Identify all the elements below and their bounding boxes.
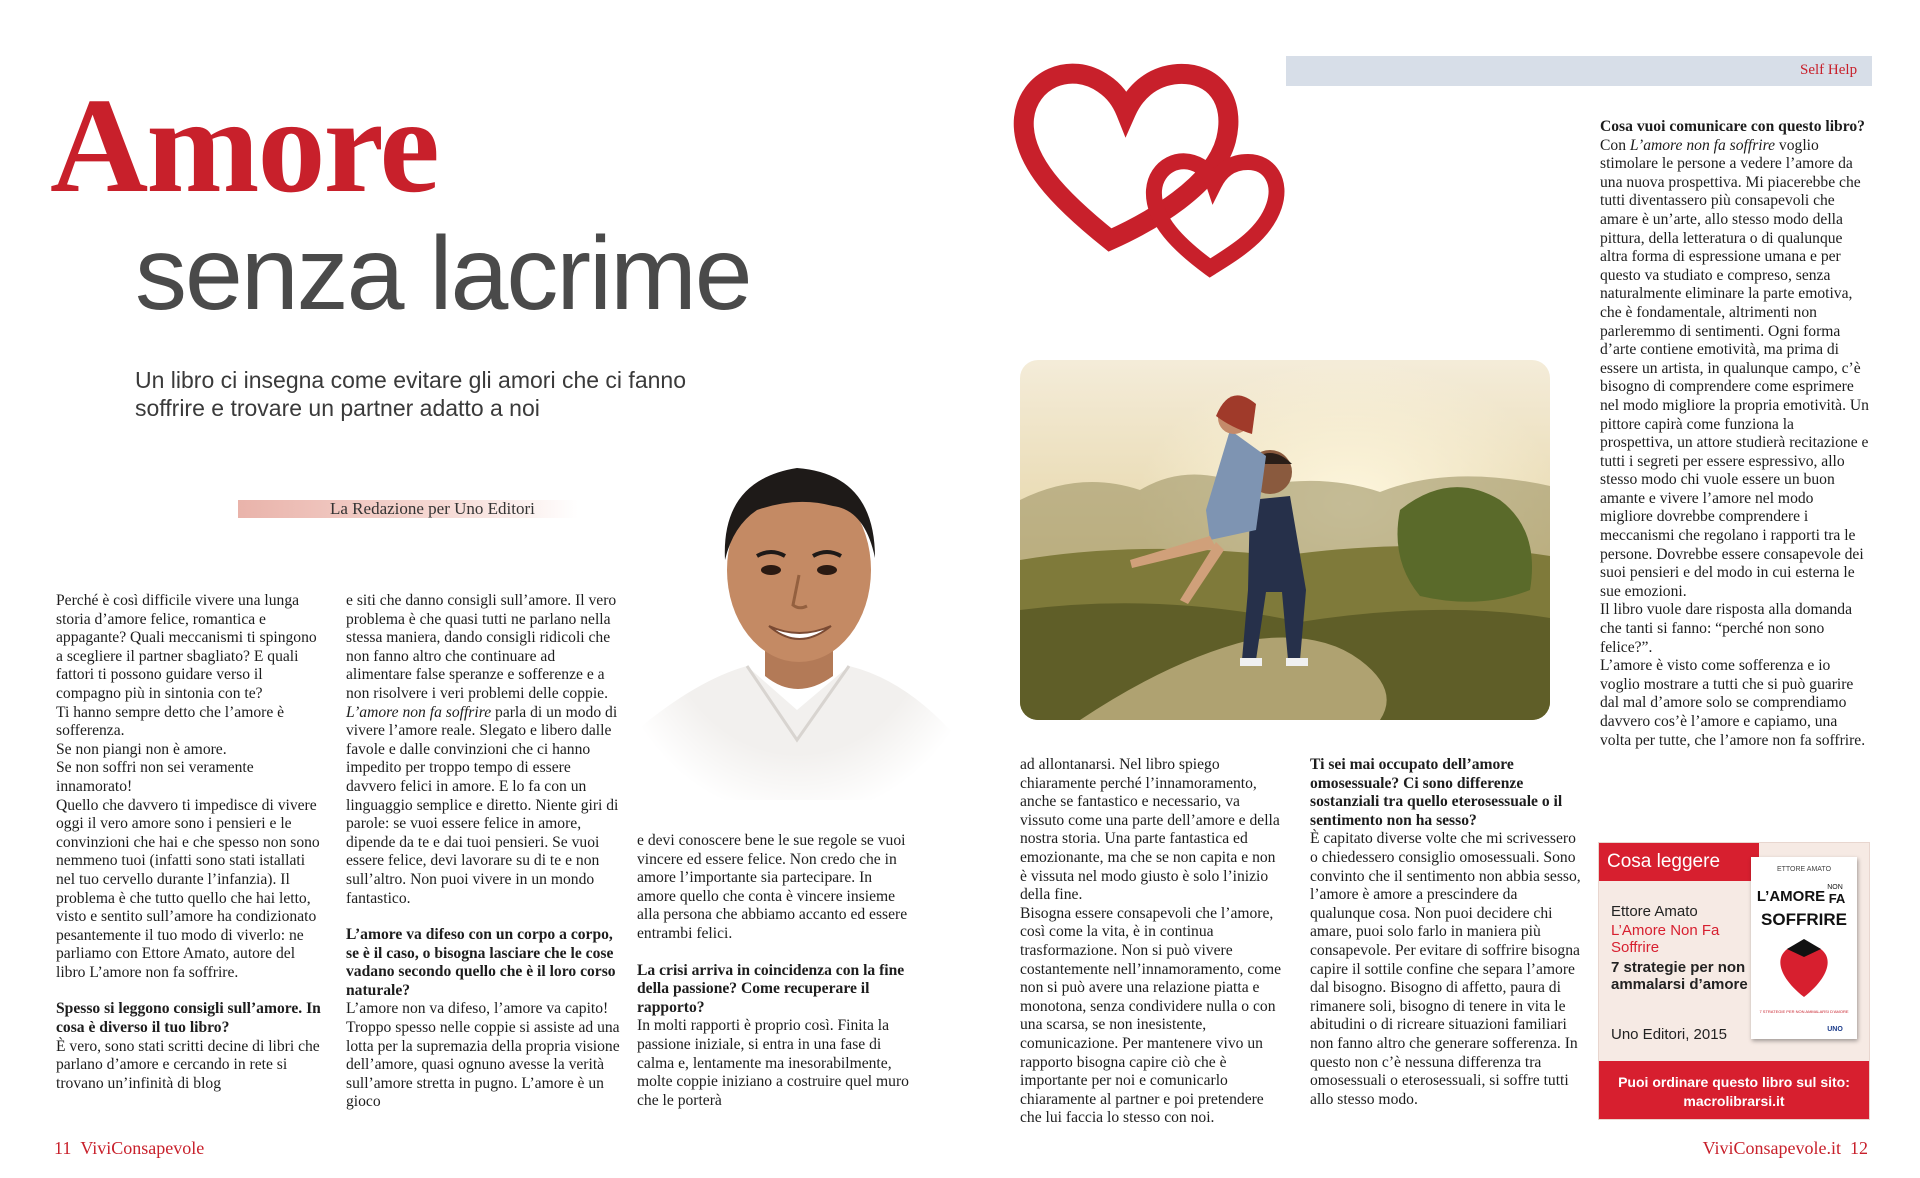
magazine-name-left: ViviConsapevole: [80, 1138, 205, 1158]
cover-title-non: NON: [1827, 884, 1843, 891]
column-3: [637, 832, 913, 1110]
book-title: L’Amore Non Fa Soffrire: [1611, 922, 1720, 956]
book-order-banner: [1599, 1061, 1869, 1119]
interview-answer: [1600, 137, 1870, 602]
article-subtitle: Un libro ci insegna come evitare gli amori che ci fanno soffrire e trovare un partner adatto a noi: [135, 367, 686, 421]
column-6: [1600, 118, 1870, 750]
book-title-italic: L’amore non fa soffrire: [346, 703, 492, 721]
author-portrait: [637, 440, 959, 800]
interview-answer: L’amore non va difeso, l’amore va capito! Troppo spesso nelle coppie si assiste ad una lotta per la supremazia della propria visione dell’amore, quasi ognuno avesse la verità sull’amore stretta in pugno. L’amore è un gioco: [346, 1000, 620, 1111]
footer-left: [54, 1138, 204, 1159]
book-publisher: Uno Editori, 2015: [1611, 1026, 1727, 1043]
page-number-right: 12: [1850, 1138, 1868, 1158]
book-title-italic: L’amore non fa soffrire: [1629, 136, 1776, 154]
paragraph: Ti hanno sempre detto che l’amore è sofferenza.: [56, 703, 285, 740]
column-4: [1020, 756, 1282, 1128]
cover-title-line1: L’AMORE: [1756, 888, 1826, 905]
interview-question: L’amore va difeso con un corpo a corpo, se è il caso, o bisogna lasciare che le cose vadano secondo quello che è il loro corso naturale?: [346, 926, 616, 999]
book-order-link[interactable]: macrolibrarsi.it: [1683, 1093, 1785, 1109]
interview-answer: È capitato diverse volte che mi scrivessero o chiedessero consiglio omosessuali. Sono convinto che il sentimento non abbia sesso, l’amore è amore a prescindere da qualunque cosa. Non puoi decidere chi amare, puoi solo farlo in maniera più consapevole. Per evitare di soffrire bisogna capire il sottile confine che separa l’amore dal bisogno. Bisogno di affetto, paura di rimanere soli, bisogno di tenere in vita le abitudini o di ricreare situazioni familiari non fanno altro che generare sofferenza. In questo non c’è nessuna differenza tra omosessuali o eterosessuali, si soffre tutti allo stesso modo.: [1310, 830, 1581, 1108]
book-box-header: [1599, 843, 1759, 881]
interview-question: Ti sei mai occupato dell’amore omosessuale? Ci sono differenze sostanziali tra quello eterosessuale o il sentimento non ha sesso?: [1310, 756, 1563, 829]
paragraph-text: voglio stimolare le persone a vedere l’amore da una nuova prospettiva. Mi piacerebbe che tutti diventassero più consapevoli che amare è un’arte, allo stesso modo della pittura, della letteratura o di qualunque altra forma di espressione umana e per questo va studiato e compreso, senza naturalmente eliminare la parte emotiva, che è fondamentale, altrimenti non parleremmo di sentimenti. Ogni forma d’arte contiene emotività, ma prima di essere un artista, in qualunque campo, c’è bisogno di comprendere come esprimere nel modo migliore la propria emotività. Un pittore capirà come funziona la prospettiva, un attore studierà recitazione e tutti i segreti per essere espressivo, allo stesso modo chi vuole essere un buon amante e vivere l’amore nel modo migliore dovrebbe comprendere i meccanismi che regolano i rapporti tra le persone. Dovrebbe essere consapevole dei suoi pensieri e del modo in cui esterna le sue emozioni.: [1600, 136, 1869, 600]
interview-question: Spesso si leggono consigli sull’amore. In cosa è diverso il tuo libro?: [56, 1000, 321, 1037]
cover-author: ETTORE AMATO: [1776, 866, 1832, 873]
section-tag: Self Help: [1800, 62, 1858, 78]
cover-title-line2: SOFFRIRE: [1761, 910, 1847, 929]
paragraph: L’amore è visto come sofferenza e io voglio mostrare a tutti che si può guarire dal mal d’amore solo se comprendiamo davvero cos’è l’amore e capiamo, una volta per tutte, che l’amore non fa soffrire.: [1600, 657, 1866, 749]
section-tab-bar: [1286, 56, 1872, 86]
book-cover-image: [1751, 857, 1857, 1039]
byline: La Redazione per Uno Editori: [330, 499, 535, 518]
column-2: [346, 592, 620, 1112]
paragraph: e siti che danno consigli sull’amore. Il vero problema è che quasi tutti ne parlano nella stessa maniera, dando consigli ridicoli che non fanno altro che continuare ad alimentare false speranze e sofferenze e a non risolvere i veri problemi delle coppie.: [346, 592, 617, 702]
paragraph-text: parla di un modo di vivere l’amore reale. Slegato e libero dalle favole e dalle convinzioni che ci hanno impedito per troppo tempo di essere davvero felici in amore. E lo fa con un linguaggio semplice e diretto. Niente giri di parole: se vuoi essere felice in amore, dipende da te e dai tuoi pensieri. Se vuoi essere felice, devi lavorare su di te e non sull’altro. Non puoi vivere in un mondo fantastico.: [346, 703, 619, 907]
hearts-illustration: [1000, 40, 1320, 280]
cover-title-fa: FA: [1828, 891, 1846, 906]
cover-tagline: 7 STRATEGIE PER NON AMMALARSI D’AMORE: [1759, 1009, 1849, 1014]
book-box-heading: Cosa leggere: [1607, 851, 1721, 872]
cover-publisher-logo: UNO: [1827, 1026, 1843, 1033]
book-subtitle: 7 strategie per non ammalarsi d’amore: [1611, 959, 1748, 993]
paragraph-text: Con: [1600, 136, 1630, 154]
interview-question: Cosa vuoi comunicare con questo libro?: [1600, 118, 1865, 135]
article-title: Amore: [50, 71, 438, 221]
paragraph: Se non soffri non sei veramente innamorato!: [56, 759, 254, 795]
interview-answer: In molti rapporti è proprio così. Finita la passione iniziale, si entra in una fase di calma e, lentamente ma inesorabilmente, molte coppie iniziano a costruire quel muro che le porterà: [637, 1017, 909, 1109]
paragraph: Se non piangi non è amore.: [56, 740, 227, 758]
magazine-site-right: ViviConsapevole.it: [1702, 1138, 1841, 1158]
book-order-text: Puoi ordinare questo libro sul sito:: [1618, 1074, 1850, 1090]
paragraph: Il libro vuole dare risposta alla domanda che tanti si fanno: “perché non sono felice?”.: [1600, 601, 1853, 656]
paragraph: [346, 704, 620, 909]
paragraph: e devi conoscere bene le sue regole se vuoi vincere ed essere felice. Non credo che in amore l’importante sia partecipare. In amore quello che conta è vincere insieme alla persona che abbiamo accanto ed essere entrambi felici.: [637, 832, 908, 942]
article-title-sub: senza lacrime: [135, 216, 751, 332]
paragraph: ad allontanarsi. Nel libro spiego chiaramente perché l’innamoramento, anche se fantastico e necessario, va vissuto come una parte dell’amore e della nostra storia. Una parte fantastica ed emozionante, ma che se non capita e non è vissuta nel modo giusto è solo l’inizio della fine.: [1020, 756, 1280, 904]
footer-right: [1703, 1138, 1868, 1159]
interview-answer: È vero, sono stati scritti decine di libri che parlano d’amore e cercando in rete si trovano un’infinità di blog: [56, 1037, 320, 1092]
book-recommendation-box: [1598, 842, 1870, 1120]
paragraph: Bisogna essere consapevoli che l’amore, così come la vita, è in continua trasformazione. Non si può vivere costantemente nell’innamoramento, come non si può avere una relazione piatta e monotona, senza condividere nulla o con una scarsa, se non inesistente, comunicazione. Per mantenere vivo un rapporto bisogna capire ciò che è importante per noi e comunicarlo chiaramente al partner e poi pretendere che lui faccia lo stesso con noi.: [1020, 904, 1282, 1127]
book-author: Ettore Amato: [1611, 903, 1698, 920]
couple-photo: [1020, 360, 1550, 720]
page-number-left: 11: [54, 1138, 72, 1158]
column-1: [56, 592, 324, 1093]
column-5: [1310, 756, 1582, 1109]
paragraph: Quello che davvero ti impedisce di vivere oggi il vero amore sono i pensieri e le convinzioni che hai e che spesso non sono nemmeno tuoi (infatti sono stati istallati nel tuo cervello durante l’infanzia). Il problema è che tutto quello che hai letto, visto e sentito sull’amore ha condizionato pesantemente il tuo modo di viverlo: ne parliamo con Ettore Amato, autore del libro L’amore non fa soffrire.: [56, 796, 320, 981]
interview-question: La crisi arriva in coincidenza con la fine della passione? Come recuperare il rapporto?: [637, 961, 905, 1016]
paragraph: Perché è così difficile vivere una lunga storia d’amore felice, romantica e appagante? Quali meccanismi ti spingono a scegliere il partner sbagliato? E quali fattori ti possono guidare verso il compagno più in sintonia con te?: [56, 592, 317, 702]
